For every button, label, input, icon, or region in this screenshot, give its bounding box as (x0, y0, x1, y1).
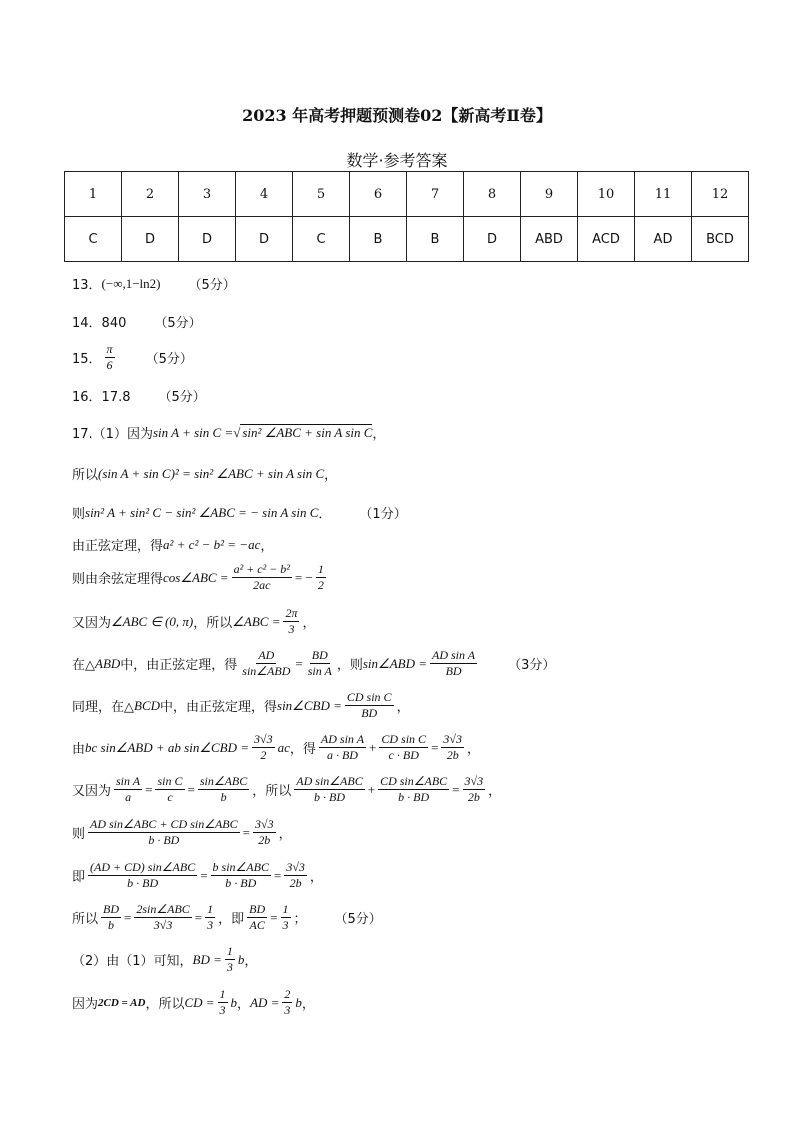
q17-l7-mid: 中，由正弦定理，得 (120, 658, 238, 673)
q17-l6-end: ， (302, 616, 316, 631)
q16-label: 16．17.8 (72, 390, 131, 405)
q17-l10-end: ， (488, 784, 502, 799)
q17-l2-prefix: 所以 (72, 468, 99, 483)
q17-l6-mid: ，所以 (193, 616, 233, 631)
q17-l12-end: ， (309, 870, 323, 885)
q17-l15-expr3: AD = (250, 994, 280, 1010)
q17-l13-mid: ，即 (218, 912, 245, 927)
q17-l14-prefix: （2）由（1）可知， (72, 954, 193, 969)
q17-l4-expr: a² + c² − b² = −ac (163, 536, 261, 552)
q17-l11-den: b · BD (148, 833, 180, 847)
q17-l15-expr: 2CD = AD (98, 996, 146, 1009)
q17-l3-prefix: 则 (72, 507, 86, 522)
q17-l4-end: ， (260, 539, 274, 554)
q17-line-2 (72, 464, 337, 483)
q17-l5-num: a² + c² − b² (233, 562, 290, 576)
q17-l9-ac: ac (277, 739, 290, 755)
q17-l15-sep: ， (237, 997, 251, 1012)
q14-score: （5分） (154, 316, 202, 331)
q17-l13-den2: 3√3 (153, 918, 173, 932)
q17-l13-end: ； (293, 912, 307, 927)
q17-l5-mid: = − (294, 569, 313, 585)
q17-l5-expr: cos∠ABC = (163, 569, 229, 585)
q17-l10-den4: b · BD (314, 790, 345, 804)
q17-l1-prefix: 17.（1）因为 (72, 427, 153, 442)
q17-l13-score: （5分） (334, 912, 382, 927)
q13-label: 13． (72, 278, 102, 293)
q17-l15-den: 3 (219, 1003, 226, 1017)
q17-l14-end: ， (244, 954, 258, 969)
q17-l15-den2: 3 (284, 1003, 291, 1017)
q17-l15-mid: ，所以 (145, 997, 185, 1012)
answer-cell: D (236, 217, 293, 262)
q14-label: 14．840 (72, 316, 127, 331)
q17-l15-prefix: 因为 (72, 997, 99, 1012)
question-number-cell: 12 (692, 172, 749, 217)
q17-l10-mid: ，所以 (252, 784, 292, 799)
q17-l6-den: 3 (288, 622, 295, 636)
q17-l9-num3: CD sin C (381, 732, 427, 746)
q17-l10-den1: a (125, 790, 132, 804)
q17-l10-num1: sin A (116, 774, 141, 788)
q17-l11-prefix: 则 (72, 827, 86, 842)
q17-l15-b: b (230, 994, 238, 1010)
q17-l5-num2: 1 (317, 562, 324, 576)
answer-cell: B (407, 217, 464, 262)
q17-line-5 (72, 562, 329, 593)
q15-score: （5分） (145, 352, 193, 367)
answer-table-answer-row (65, 217, 749, 262)
q17-l9-den4: 2b (446, 748, 459, 762)
q17-line-3 (72, 503, 407, 522)
question-number-cell: 6 (350, 172, 407, 217)
question-number-cell: 9 (521, 172, 578, 217)
q17-l7-then: ，则 (336, 658, 363, 673)
q15-den: 6 (106, 358, 113, 372)
q17-l7-expr: sin∠ABD = (362, 655, 427, 671)
question-number-cell: 10 (578, 172, 635, 217)
q17-l7-num: AD (258, 648, 275, 662)
q17-line-9 (72, 732, 480, 763)
question-number-cell: 8 (464, 172, 521, 217)
q17-l10-den2: c (167, 790, 173, 804)
q17-l7-den3: BD (445, 664, 462, 678)
answer-cell: BCD (692, 217, 749, 262)
q17-l7-num3: AD sin A (432, 648, 476, 662)
q17-l9-num2: AD sin A (320, 732, 365, 746)
q17-l5-den2: 2 (317, 578, 324, 592)
q17-l7-score: （3分） (508, 658, 556, 673)
q17-l13-den5: 3 (282, 918, 289, 932)
q17-l8-expr: sin∠CBD = (277, 697, 342, 713)
page-title: 2023 年高考押题预测卷02【新高考Ⅱ卷】 (242, 106, 552, 125)
q17-l13-num4: BD (249, 902, 266, 916)
q17-l5-prefix: 则由余弦定理得 (72, 572, 164, 587)
q17-line-6 (72, 606, 316, 637)
q17-l12-num3: 3√3 (286, 860, 305, 874)
q17-l7-tri: ABD (95, 655, 121, 671)
answer-cell: ACD (578, 217, 635, 262)
q17-line-10: 又因为 $\frac{\text{sin A}}{a}$ = $\frac{\text{sin C}}{c}$ = $\frac{\text{sin∠ABC}}{b}$ ，所以 $\frac{\text{AD sin∠ABC}}{b \cdot BD}$ + $\frac{\text{CD sin∠ABC}}{b \cdot BD}$ = $\frac{3√3}{2b}$ ， (72, 774, 502, 804)
q17-l10-den5: b · BD (398, 790, 430, 804)
q17-l7-eq: = (295, 655, 303, 671)
q17-l3-expr: sin² A + sin² C − sin² ∠ABC = − sin A sin C (85, 504, 319, 520)
q17-l12-num2: b sin∠ABC (212, 860, 269, 874)
q17-l14-num: 1 (226, 944, 233, 958)
q17-l7-prefix: 在△ (72, 658, 95, 673)
q17-l12-den3: 2b (289, 876, 302, 890)
q17-l9-mid: ，得 (289, 742, 316, 757)
q17-l12-num: (AD + CD) sin∠ABC (90, 860, 196, 874)
q17-l9-den2: a · BD (326, 748, 358, 762)
q15-fraction (105, 342, 115, 373)
q17-l13-prefix: 所以 (72, 912, 99, 927)
q17-line-13: 所以 $\frac{BD}{b}$ = $\frac{\text{2sin∠ABC}}{3√3}$ = $\frac{1}{3}$ ，即 $\frac{BD}{AC}$ = $\frac{1}{3}$ ； （5分） (72, 902, 382, 932)
q17-l9-num: 3√3 (254, 732, 273, 746)
page-subtitle: 数学·参考答案 (346, 151, 448, 170)
answer-cell: B (350, 217, 407, 262)
q17-line-12: 即 $\frac{\text{(AD + CD) sin∠ABC}}{b \cdot BD}$ = $\frac{\text{b sin∠ABC}}{b \cdot BD}$ = $\frac{3√3}{2b}$ ， (72, 860, 323, 890)
question-number-cell: 3 (179, 172, 236, 217)
question-number-cell: 7 (407, 172, 464, 217)
answer-table-number-row (65, 172, 749, 217)
q17-l8-mid: 中，由正弦定理，得 (160, 700, 278, 715)
answer-table (64, 171, 749, 262)
question-number-cell: 5 (293, 172, 350, 217)
q17-l13-num2: 2sin∠ABC (136, 902, 190, 916)
q17-l10-den3: b (220, 790, 227, 804)
q17-l6-expr2: ∠ABC = (232, 613, 281, 629)
q17-l15-num: 1 (219, 987, 226, 1001)
q17-line-8 (72, 690, 410, 721)
answer-cell: C (293, 217, 350, 262)
q17-l13-num: BD (103, 902, 120, 916)
q17-line-7 (72, 648, 555, 679)
q17-l13-den: b (108, 918, 115, 932)
q17-l7-den2: sin A (307, 664, 332, 678)
answer-cell: AD (635, 217, 692, 262)
q17-l3-end: ． (318, 507, 332, 522)
q17-l10-num2: sin C (157, 774, 183, 788)
q17-l7-num2: BD (311, 648, 328, 662)
q17-l13-den3: 3 (207, 918, 214, 932)
q17-l15-expr2: CD = (184, 994, 215, 1010)
q17-l12-den: b · BD (127, 876, 159, 890)
q17-line-1: 17.（1）因为 sin A + sin C = √ sin² ∠ABC + sin A sin C ， (72, 424, 386, 442)
question-number-cell: 2 (122, 172, 179, 217)
q17-l14-expr: BD = (192, 951, 222, 967)
q17-l1-end: ， (372, 427, 386, 442)
q17-l6-prefix: 又因为 (72, 616, 112, 631)
q16-score: （5分） (158, 390, 206, 405)
q17-l8-tri: BCD (134, 697, 160, 713)
q17-l10-num5: CD sin∠ABC (380, 774, 448, 788)
question-number-cell: 4 (236, 172, 293, 217)
q17-l11-end: ， (278, 827, 292, 842)
q17-l7-den: sin∠ABD (242, 664, 291, 678)
q17-l12-prefix: 即 (72, 870, 86, 885)
q17-l6-expr: ∠ABC ∈ (0, π) (111, 613, 194, 629)
q17-l14-b: b (237, 951, 245, 967)
q17-l15-num2: 2 (284, 987, 291, 1001)
q16-line (72, 386, 206, 405)
q17-line-4 (72, 535, 273, 554)
q17-l9-den3: c · BD (388, 748, 419, 762)
q17-l8-prefix: 同理，在△ (72, 700, 134, 715)
q17-l11-num: AD sin∠ABC + CD sin∠ABC (90, 817, 238, 831)
q17-l1-expr: sin A + sin C = (152, 424, 234, 440)
q17-l10-num3: sin∠ABC (199, 774, 248, 788)
q17-l14-den: 3 (226, 960, 233, 974)
q17-l15-end: ， (301, 997, 315, 1012)
q17-line-11: 则 $\frac{\text{AD sin∠ABC + CD sin∠ABC}}{b \cdot BD}$ = $\frac{3√3}{2b}$ ， (72, 817, 292, 847)
q17-l6-num: 2π (285, 606, 298, 620)
q17-l13-den4: AC (249, 918, 265, 932)
q17-l9-num4: 3√3 (443, 732, 462, 746)
q17-l9-expr: bc sin∠ABD + ab sin∠CBD = (85, 739, 250, 755)
q15-line (72, 342, 193, 373)
q17-l3-score: （1分） (359, 507, 407, 522)
q17-l12-den2: b · BD (225, 876, 257, 890)
q15-label: 15． (72, 352, 102, 367)
q17-l10-den6: 2b (467, 790, 480, 804)
q13-line (72, 274, 236, 293)
q17-l4-prefix: 由正弦定理，得 (72, 539, 164, 554)
q17-l2-end: ， (324, 468, 338, 483)
q17-l9-den: 2 (260, 748, 267, 762)
q17-l9-eq: = (431, 739, 439, 755)
q17-line-15 (72, 987, 315, 1018)
q17-l10-num4: AD sin∠ABC (296, 774, 363, 788)
q15-num: π (106, 342, 113, 356)
q17-l8-den: BD (361, 706, 378, 720)
q17-l8-num: CD sin C (346, 690, 392, 704)
q14-line (72, 312, 202, 331)
q17-l9-prefix: 由 (72, 742, 86, 757)
q17-l9-plus: + (369, 739, 377, 755)
answer-cell: D (122, 217, 179, 262)
q17-l2-expr: (sin A + sin C)² = sin² ∠ABC + sin A sin C (98, 465, 325, 481)
q17-line-14 (72, 944, 257, 975)
q17-l9-end: ， (467, 742, 481, 757)
answer-cell: C (65, 217, 122, 262)
answer-cell: ABD (521, 217, 578, 262)
q17-l13-num5: 1 (282, 902, 289, 916)
q17-l11-den2: 2b (258, 833, 271, 847)
q17-l15-b2: b (295, 994, 302, 1010)
q17-l5-den: 2ac (253, 578, 271, 592)
q17-l10-num6: 3√3 (464, 774, 484, 788)
q17-l11-num2: 3√3 (254, 817, 274, 831)
question-number-cell: 11 (635, 172, 692, 217)
q17-l8-end: ， (396, 700, 410, 715)
answer-cell: D (179, 217, 236, 262)
q13-answer: (−∞,1−ln2) (101, 275, 161, 291)
question-number-cell: 1 (65, 172, 122, 217)
q17-l13-num3: 1 (207, 902, 214, 916)
q13-score: （5分） (188, 278, 236, 293)
q17-l1-root: sin² ∠ABC + sin A sin C (242, 425, 373, 440)
answer-cell: D (464, 217, 521, 262)
q17-l10-prefix: 又因为 (72, 784, 112, 799)
